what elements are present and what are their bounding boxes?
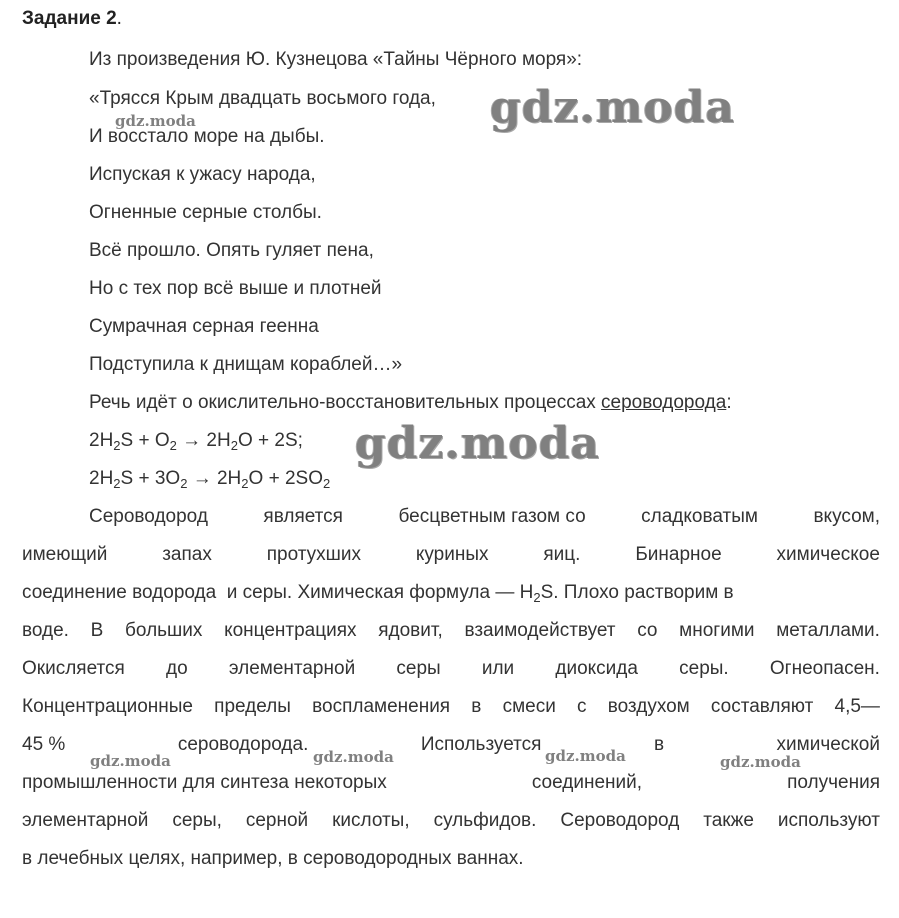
word: воде. <box>22 620 69 641</box>
watermark-small: gdz.moda <box>90 752 171 770</box>
poem-line-1: «Трясся Крым двадцать восьмого года, <box>89 88 436 109</box>
word: воспламенения <box>312 696 451 717</box>
word: серы. <box>679 658 729 679</box>
word: ядовит, <box>378 620 443 641</box>
word: промышленности для синтеза некоторых <box>22 772 387 793</box>
word: яиц. <box>543 544 581 565</box>
eq2-sub-b: 2 <box>180 476 188 491</box>
paragraph-line-1 <box>89 505 880 529</box>
paragraph-line-9 <box>22 809 880 833</box>
word: Сероводород <box>89 506 208 527</box>
word: протухших <box>266 544 361 565</box>
word: больших <box>125 620 203 641</box>
word: смеси <box>502 696 556 717</box>
poem-line-3: Испуская к ужасу народа, <box>89 164 316 185</box>
word: сладковатым <box>641 506 758 527</box>
eq1-part-d: O + 2S; <box>237 430 303 451</box>
word: диоксида <box>555 658 638 679</box>
eq2-part-a: 2H <box>89 468 114 489</box>
word: химическое <box>776 544 880 565</box>
eq2-part-c: → 2H <box>187 468 242 489</box>
equation-2 <box>89 467 330 491</box>
watermark-small: gdz.moda <box>115 112 196 130</box>
eq1-part-c: → 2H <box>176 430 231 451</box>
word: является <box>263 506 343 527</box>
word: концентрациях <box>224 620 357 641</box>
task-title-label: Задание 2 <box>22 8 117 29</box>
process-text: Речь идёт о окислительно-восстановительных процессах <box>89 392 602 413</box>
eq1-part-b: S + O <box>120 430 170 451</box>
word: вкусом, <box>813 506 880 527</box>
word: получения <box>787 772 880 793</box>
word: сероводорода. <box>177 734 309 755</box>
word: Огнеопасен. <box>769 658 880 679</box>
word: в <box>653 734 665 755</box>
line3-sub: 2 <box>533 590 541 605</box>
eq2-sub-d: 2 <box>322 476 331 491</box>
eq2-sub-c: 2 <box>241 476 249 491</box>
eq2-sub-a: 2 <box>113 476 121 491</box>
word: 45 % <box>22 734 66 755</box>
paragraph-line-8 <box>22 771 880 795</box>
task-title <box>22 8 122 30</box>
eq1-sub-a: 2 <box>113 438 121 453</box>
word: используют <box>777 810 880 831</box>
word: взаимодействует <box>464 620 616 641</box>
eq1-part-a: 2H <box>89 430 114 451</box>
line3-part-b: S. Плохо растворим в <box>540 582 734 603</box>
word: соединений, <box>531 772 643 793</box>
paragraph-line-3 <box>22 581 880 605</box>
word: Бинарное <box>635 544 722 565</box>
word: Сероводород <box>560 810 680 831</box>
eq2-part-d: O + 2SO <box>248 468 323 489</box>
paragraph-line-5 <box>22 657 880 681</box>
word: пределы <box>214 696 291 717</box>
process-colon: : <box>726 392 732 413</box>
word: Используется <box>420 734 542 755</box>
word: запах <box>162 544 212 565</box>
word: до <box>165 658 188 679</box>
word: элементарной <box>228 658 356 679</box>
word: в <box>471 696 482 717</box>
watermark-small: gdz.moda <box>313 748 394 766</box>
word: с <box>577 696 587 717</box>
watermark-small: gdz.moda <box>545 747 626 765</box>
word: составляют <box>710 696 814 717</box>
eq1-sub-b: 2 <box>169 438 177 453</box>
poem-line-8: Подступила к днищам кораблей…» <box>89 354 403 375</box>
word: имеющий <box>22 544 108 565</box>
word: химической <box>776 734 880 755</box>
paragraph-line-6 <box>22 695 880 719</box>
poem-line-2: И восстало море на дыбы. <box>89 126 325 147</box>
eq2-part-b: S + 3O <box>120 468 181 489</box>
eq1-sub-c: 2 <box>230 438 238 453</box>
word: также <box>703 810 754 831</box>
poem-line-4: Огненные серные столбы. <box>89 202 322 223</box>
task-title-dot: . <box>116 8 122 29</box>
watermark-big: gdz.moda <box>490 82 736 133</box>
poem-line-7: Сумрачная серная геенна <box>89 316 319 337</box>
word: куриных <box>415 544 489 565</box>
word: со <box>637 620 658 641</box>
word: В <box>90 620 104 641</box>
word: серы, <box>172 810 222 831</box>
intro-line: Из произведения Ю. Кузнецова «Тайны Чёрного моря»: <box>89 49 583 70</box>
paragraph-line-10: в лечебных целях, например, в сероводородных ваннах. <box>22 848 524 869</box>
word: многими <box>679 620 755 641</box>
word: кислоты, <box>332 810 410 831</box>
word: Концентрационные <box>22 696 193 717</box>
word: Окисляется <box>22 658 125 679</box>
word: металлами. <box>776 620 880 641</box>
hydrogen-sulfide-link[interactable]: сероводорода <box>601 392 727 413</box>
word: 4,5— <box>834 696 880 717</box>
word: сульфидов. <box>433 810 537 831</box>
word: элементарной <box>22 810 149 831</box>
word: бесцветным газом со <box>398 506 586 527</box>
watermark-small: gdz.moda <box>720 753 801 771</box>
poem-line-6: Но с тех пор всё выше и плотней <box>89 278 382 299</box>
poem-line-5: Всё прошло. Опять гуляет пена, <box>89 240 374 261</box>
equation-1 <box>89 429 303 453</box>
word: серы <box>396 658 441 679</box>
paragraph-line-3-text <box>22 581 734 605</box>
watermark-big: gdz.moda <box>355 418 601 469</box>
paragraph-line-2 <box>22 543 880 567</box>
process-line <box>89 391 732 415</box>
paragraph-line-4 <box>22 619 880 643</box>
word: серной <box>245 810 309 831</box>
word: или <box>481 658 515 679</box>
line3-part-a: соединение водорода и серы. Химическая формула — H <box>22 582 534 603</box>
word: воздухом <box>607 696 690 717</box>
